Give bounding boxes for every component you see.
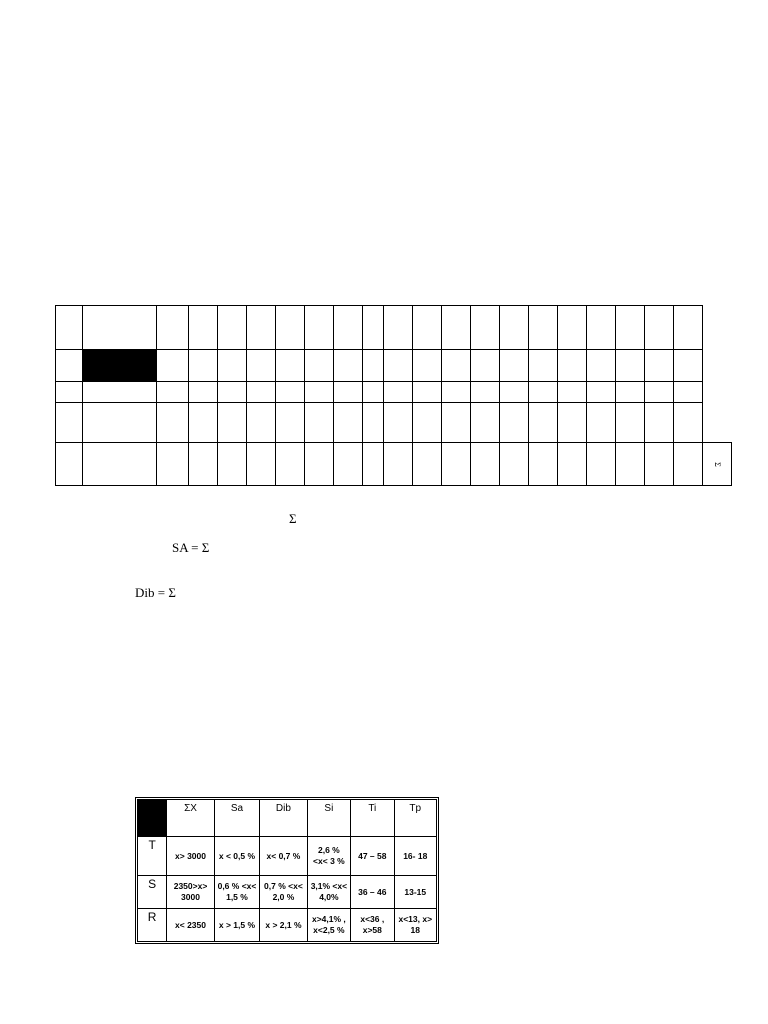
criteria-cell: x > 2,1 %	[260, 909, 307, 942]
grid-cell	[471, 403, 500, 443]
grid-cell	[157, 306, 189, 350]
grid-cell	[529, 306, 558, 350]
criteria-cell: x<36 , x>58	[351, 909, 394, 942]
criteria-row	[138, 909, 437, 942]
grid-cell	[616, 382, 645, 403]
grid-cell	[703, 403, 732, 443]
grid-row	[56, 382, 732, 403]
data-entry-grid	[55, 305, 732, 486]
grid-cell	[334, 403, 363, 443]
criteria-row-label: T	[138, 837, 167, 876]
grid-cell	[413, 382, 442, 403]
grid-cell	[703, 306, 732, 350]
grid-cell	[645, 306, 674, 350]
grid-cell	[587, 306, 616, 350]
grid-cell	[471, 382, 500, 403]
grid-cell	[157, 382, 189, 403]
dib-formula: Dib = Σ	[135, 585, 176, 600]
grid-cell	[616, 403, 645, 443]
grid-cell	[247, 306, 276, 350]
sa-formula: SA = Σ	[172, 540, 210, 555]
grid-cell	[247, 403, 276, 443]
grid-cell	[189, 443, 218, 486]
grid-row	[56, 403, 732, 443]
grid-cell	[157, 350, 189, 382]
grid-cell	[529, 443, 558, 486]
criteria-cell: x< 2350	[167, 909, 214, 942]
grid-row	[56, 350, 732, 382]
grid-row	[56, 443, 732, 486]
grid-cell	[703, 382, 732, 403]
grid-cell	[218, 443, 247, 486]
criteria-header-cell: Ti	[351, 800, 394, 837]
grid-cell	[558, 443, 587, 486]
criteria-cell: 0,7 % <x< 2,0 %	[260, 876, 307, 909]
criteria-header-row	[138, 800, 437, 837]
grid-cell	[83, 382, 157, 403]
grid-cell	[305, 403, 334, 443]
criteria-cell: x < 0,5 %	[214, 837, 259, 876]
grid-cell	[83, 403, 157, 443]
criteria-cell: 2350>x> 3000	[167, 876, 214, 909]
criteria-header-cell: Sa	[214, 800, 259, 837]
grid-cell	[674, 306, 703, 350]
grid-cell	[276, 306, 305, 350]
grid-cell	[305, 306, 334, 350]
grid-cell	[558, 306, 587, 350]
grid-cell	[558, 382, 587, 403]
grid-cell	[247, 382, 276, 403]
grid-cell	[189, 403, 218, 443]
criteria-header-cell: Dib	[260, 800, 307, 837]
grid-cell	[83, 443, 157, 486]
grid-cell	[189, 382, 218, 403]
grid-cell	[305, 350, 334, 382]
criteria-cell: x>4,1% , x<2,5 %	[307, 909, 350, 942]
criteria-cell: 16- 18	[394, 837, 436, 876]
criteria-header-cell: Tp	[394, 800, 436, 837]
grid-cell	[83, 350, 157, 382]
grid-cell	[334, 443, 363, 486]
grid-cell	[674, 403, 703, 443]
criteria-cell: x > 1,5 %	[214, 909, 259, 942]
grid-cell	[384, 403, 413, 443]
grid-cell	[56, 350, 83, 382]
grid-cell	[384, 443, 413, 486]
grid-cell	[442, 382, 471, 403]
grid-cell	[645, 350, 674, 382]
grid-cell	[471, 350, 500, 382]
grid-cell	[334, 306, 363, 350]
grid-cell	[616, 350, 645, 382]
criteria-cell: x< 0,7 %	[260, 837, 307, 876]
grid-cell	[218, 382, 247, 403]
grid-cell	[276, 382, 305, 403]
grid-cell	[500, 382, 529, 403]
grid-cell	[56, 403, 83, 443]
grid-cell	[363, 382, 384, 403]
grid-cell	[413, 443, 442, 486]
criteria-table-frame	[135, 797, 439, 944]
grid-sigma-mark: Σ	[712, 461, 722, 467]
grid-cell	[413, 350, 442, 382]
grid-cell	[587, 350, 616, 382]
grid-cell	[703, 350, 732, 382]
grid-cell	[218, 306, 247, 350]
criteria-row-label: R	[138, 909, 167, 942]
grid-cell	[616, 443, 645, 486]
criteria-cell: 0,6 % <x< 1,5 %	[214, 876, 259, 909]
grid-cell	[334, 382, 363, 403]
grid-cell	[56, 443, 83, 486]
grid-cell	[56, 382, 83, 403]
grid-cell	[189, 350, 218, 382]
grid-cell	[500, 306, 529, 350]
grid-cell	[363, 443, 384, 486]
criteria-cell: 3,1% <x< 4,0%	[307, 876, 350, 909]
grid-cell	[276, 443, 305, 486]
grid-cell	[384, 306, 413, 350]
grid-cell	[305, 382, 334, 403]
grid-cell	[157, 443, 189, 486]
grid-cell	[587, 382, 616, 403]
grid-cell	[56, 306, 83, 350]
grid-cell	[645, 443, 674, 486]
criteria-row-label: S	[138, 876, 167, 909]
grid-cell	[247, 350, 276, 382]
grid-cell	[558, 403, 587, 443]
grid-cell	[703, 443, 732, 486]
grid-cell	[500, 403, 529, 443]
grid-cell	[587, 443, 616, 486]
grid-cell	[384, 350, 413, 382]
grid-row	[56, 306, 732, 350]
criteria-row	[138, 837, 437, 876]
grid-cell	[645, 382, 674, 403]
grid-cell	[218, 350, 247, 382]
criteria-cell: 2,6 % <x< 3 %	[307, 837, 350, 876]
criteria-cell: 36 – 46	[351, 876, 394, 909]
grid-cell	[442, 306, 471, 350]
grid-cell	[413, 403, 442, 443]
grid-cell	[471, 443, 500, 486]
grid-body	[56, 306, 732, 486]
grid-cell	[500, 443, 529, 486]
grid-cell	[587, 403, 616, 443]
grid-cell	[276, 403, 305, 443]
criteria-header-cell: Si	[307, 800, 350, 837]
criteria-corner-cell	[138, 800, 167, 837]
criteria-cell: 13-15	[394, 876, 436, 909]
grid-cell	[157, 403, 189, 443]
grid-cell	[442, 443, 471, 486]
grid-cell	[413, 306, 442, 350]
grid-cell	[363, 350, 384, 382]
grid-cell	[305, 443, 334, 486]
criteria-table	[137, 799, 437, 942]
grid-cell	[500, 350, 529, 382]
grid-cell	[674, 350, 703, 382]
grid-cell	[442, 403, 471, 443]
criteria-row	[138, 876, 437, 909]
grid-cell	[558, 350, 587, 382]
criteria-cell: x> 3000	[167, 837, 214, 876]
grid-cell	[674, 382, 703, 403]
grid-cell	[363, 306, 384, 350]
grid-cell	[645, 403, 674, 443]
criteria-cell: 47 – 58	[351, 837, 394, 876]
sigma-formula: Σ	[289, 511, 297, 526]
grid-cell	[218, 403, 247, 443]
grid-cell	[363, 403, 384, 443]
grid-cell	[529, 382, 558, 403]
criteria-cell: x<13, x> 18	[394, 909, 436, 942]
grid-cell	[529, 350, 558, 382]
grid-cell	[471, 306, 500, 350]
grid-cell	[674, 443, 703, 486]
grid-cell	[247, 443, 276, 486]
grid-cell	[189, 306, 218, 350]
grid-cell	[529, 403, 558, 443]
grid-cell	[616, 306, 645, 350]
grid-cell	[276, 350, 305, 382]
grid-cell	[442, 350, 471, 382]
criteria-header-cell: ΣX	[167, 800, 214, 837]
grid-cell	[334, 350, 363, 382]
grid-cell	[83, 306, 157, 350]
grid-cell	[384, 382, 413, 403]
